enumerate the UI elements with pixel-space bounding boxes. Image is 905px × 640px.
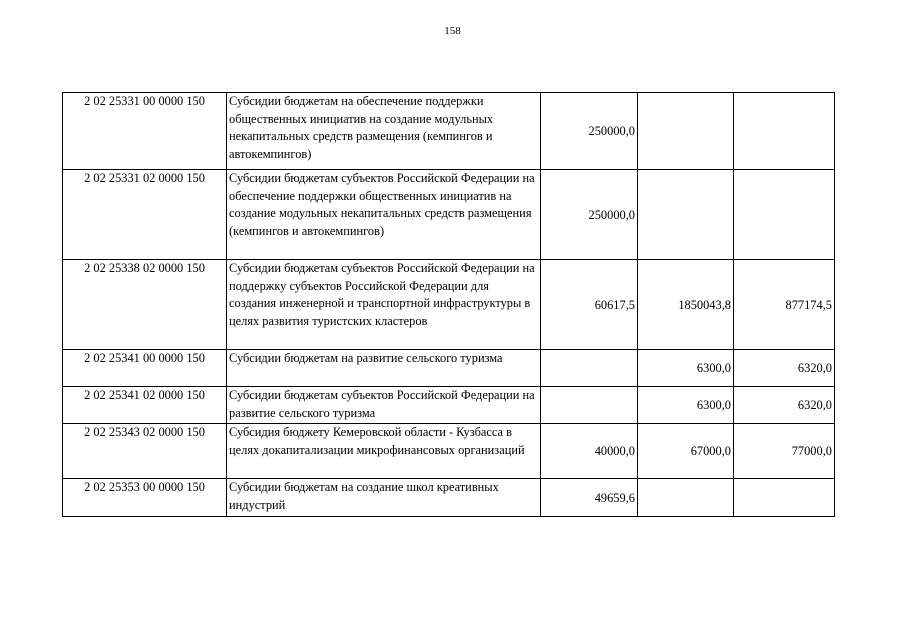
amount-year-3: 877174,5: [734, 260, 835, 350]
revenue-name: Субсидии бюджетам на создание школ креативных индустрий: [227, 479, 541, 517]
amount-year-2: 67000,0: [638, 424, 734, 479]
budget-table: [62, 92, 835, 517]
amount-year-1: 250000,0: [541, 93, 638, 170]
revenue-name: Субсидии бюджетам субъектов Российской Федерации на поддержку субъектов Российской Федерации для создания инженерной и транспортной инфраструктуры в целях развития туристских кластеров: [227, 260, 541, 350]
amount-year-3: [734, 170, 835, 260]
budget-code: 2 02 25353 00 0000 150: [63, 479, 227, 517]
table-row: [63, 350, 835, 387]
revenue-name: Субсидии бюджетам на развитие сельского туризма: [227, 350, 541, 387]
amount-year-1: 60617,5: [541, 260, 638, 350]
amount-year-2: 6300,0: [638, 350, 734, 387]
budget-code: 2 02 25338 02 0000 150: [63, 260, 227, 350]
budget-code: 2 02 25331 00 0000 150: [63, 93, 227, 170]
table-row: [63, 387, 835, 424]
amount-year-2: [638, 479, 734, 517]
amount-year-1: 49659,6: [541, 479, 638, 517]
budget-code: 2 02 25341 00 0000 150: [63, 350, 227, 387]
amount-year-2: [638, 93, 734, 170]
amount-year-3: 77000,0: [734, 424, 835, 479]
amount-year-3: [734, 93, 835, 170]
table-row: [63, 170, 835, 260]
revenue-name: Субсидия бюджету Кемеровской области - Кузбасса в целях докапитализации микрофинансовых организаций: [227, 424, 541, 479]
amount-year-1: 40000,0: [541, 424, 638, 479]
budget-code: 2 02 25341 02 0000 150: [63, 387, 227, 424]
table-row: [63, 260, 835, 350]
amount-year-1: 250000,0: [541, 170, 638, 260]
budget-code: 2 02 25343 02 0000 150: [63, 424, 227, 479]
revenue-name: Субсидии бюджетам на обеспечение поддержки общественных инициатив на создание модульных некапитальных средств размещения (кемпингов и автокемпингов): [227, 93, 541, 170]
table-row: [63, 93, 835, 170]
amount-year-2: 1850043,8: [638, 260, 734, 350]
amount-year-3: [734, 479, 835, 517]
table-row: [63, 479, 835, 517]
amount-year-2: 6300,0: [638, 387, 734, 424]
revenue-name: Субсидии бюджетам субъектов Российской Федерации на обеспечение поддержки общественных инициатив на создание модульных некапитальных средств размещения (кемпингов и автокемпингов): [227, 170, 541, 260]
amount-year-1: [541, 350, 638, 387]
revenue-name: Субсидии бюджетам субъектов Российской Федерации на развитие сельского туризма: [227, 387, 541, 424]
budget-code: 2 02 25331 02 0000 150: [63, 170, 227, 260]
amount-year-2: [638, 170, 734, 260]
page-number: 158: [444, 25, 461, 37]
amount-year-3: 6320,0: [734, 350, 835, 387]
amount-year-1: [541, 387, 638, 424]
table-row: [63, 424, 835, 479]
amount-year-3: 6320,0: [734, 387, 835, 424]
